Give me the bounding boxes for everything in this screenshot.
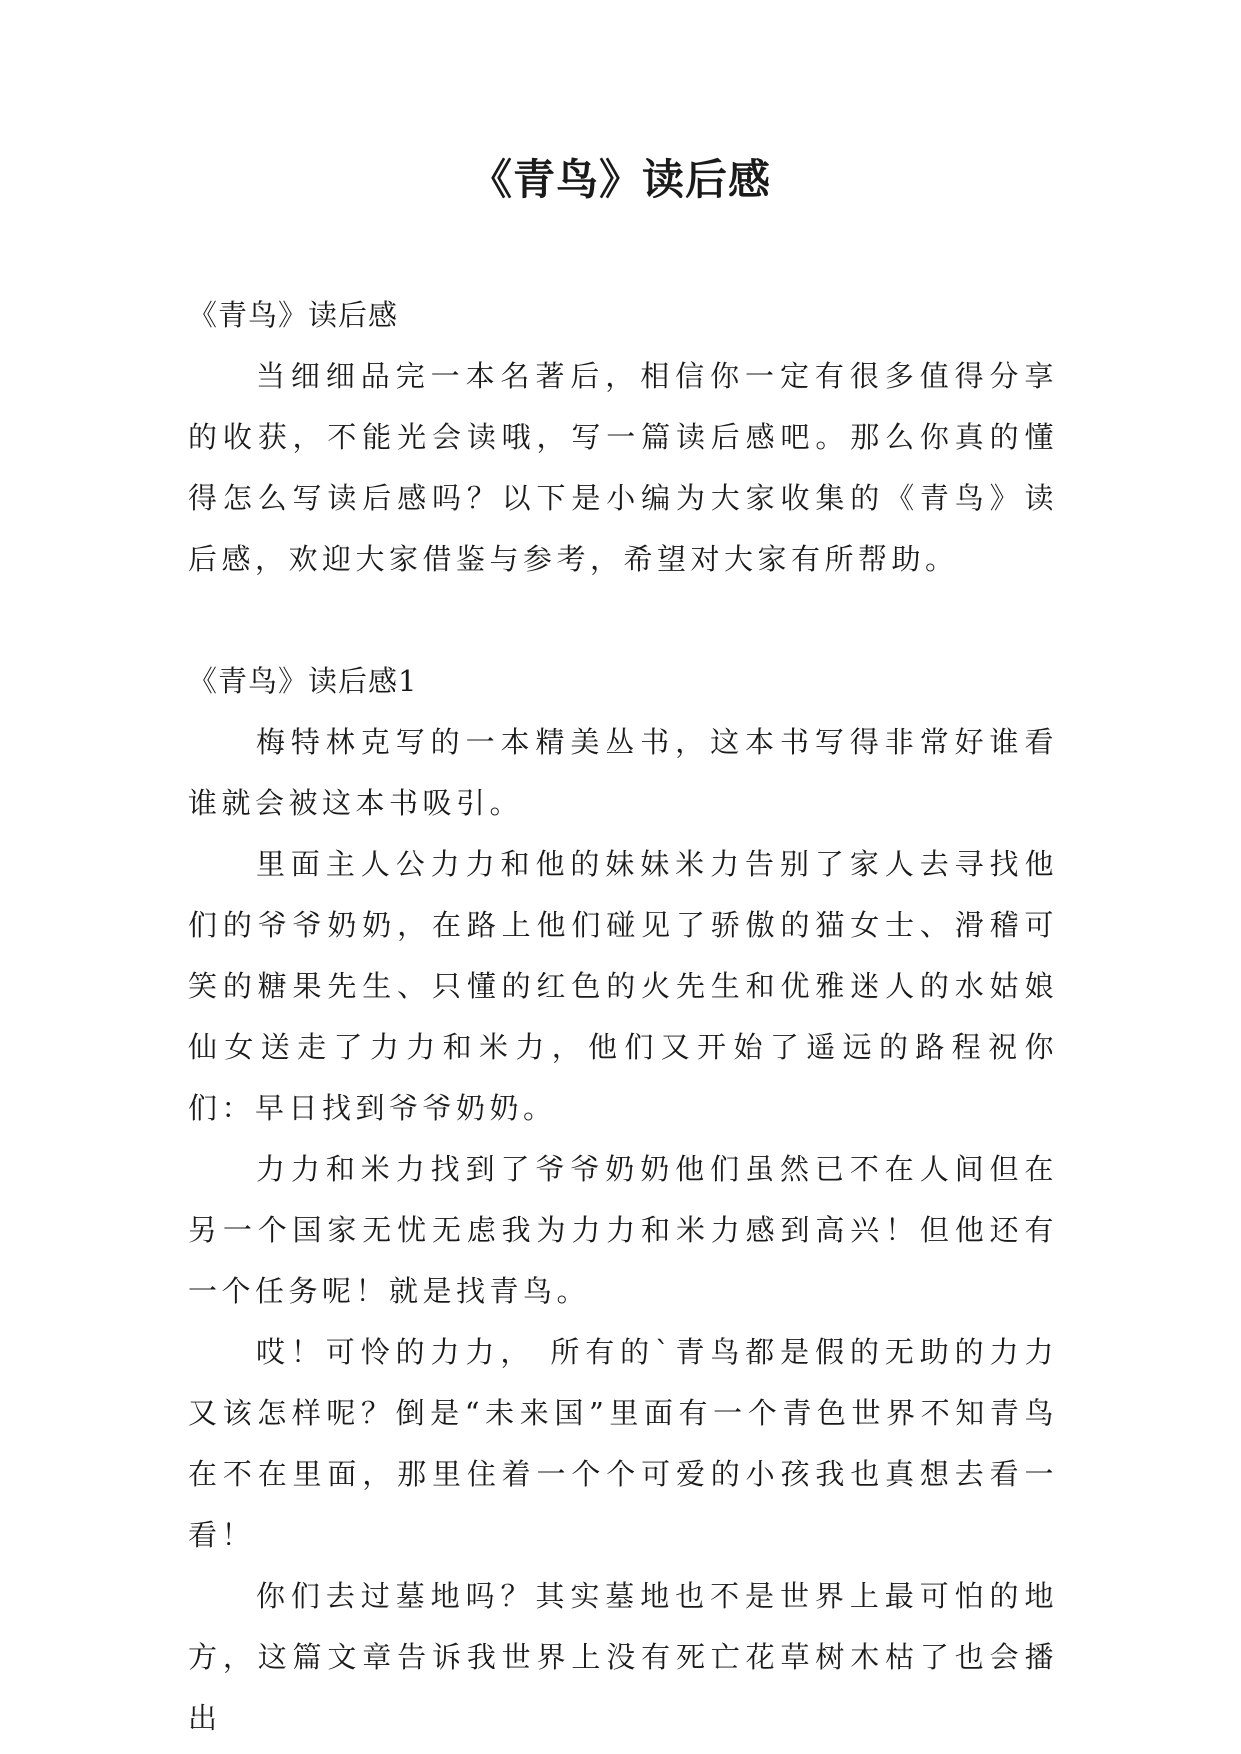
body-paragraph: 你们去过墓地吗？其实墓地也不是世界上最可怕的地方，这篇文章告诉我世界上没有死亡花草树木枯了也会播出 — [188, 1579, 1058, 1735]
body-paragraph: 哎！可怜的力力， 所有的`青鸟都是假的无助的力力又该怎样呢？倒是“未来国”里面有一个青色世界不知青鸟在不在里面，那里住着一个个可爱的小孩我也真想去看一看！ — [188, 1335, 1058, 1552]
section1-heading: 《青鸟》读后感1 — [188, 664, 418, 698]
document-title: 《青鸟》读后感 — [469, 155, 771, 204]
section-spacer — [188, 590, 1058, 651]
intro-paragraph: 当细细品完一本名著后，相信你一定有很多值得分享的收获，不能光会读哦，写一篇读后感吧。那么你真的懂得怎么写读后感吗？以下是小编为大家收集的《青鸟》读后感，欢迎大家借鉴与参考，希望对大家有所帮助。 — [188, 359, 1058, 576]
body-paragraph: 力力和米力找到了爷爷奶奶他们虽然已不在人间但在另一个国家无忧无虑我为力力和米力感到高兴！但他还有一个任务呢！就是找青鸟。 — [188, 1152, 1058, 1308]
intro-heading: 《青鸟》读后感 — [188, 298, 399, 332]
body-paragraph: 梅特林克写的一本精美丛书，这本书写得非常好谁看谁就会被这本书吸引。 — [188, 725, 1058, 820]
body-paragraph: 里面主人公力力和他的妹妹米力告别了家人去寻找他们的爷爷奶奶，在路上他们碰见了骄傲的猫女士、滑稽可笑的糖果先生、只懂的红色的火先生和优雅迷人的水姑娘仙女送走了力力和米力，他们又开始了遥远的路程祝你们：早日找到爷爷奶奶。 — [188, 847, 1058, 1125]
document-body — [188, 285, 1058, 1749]
